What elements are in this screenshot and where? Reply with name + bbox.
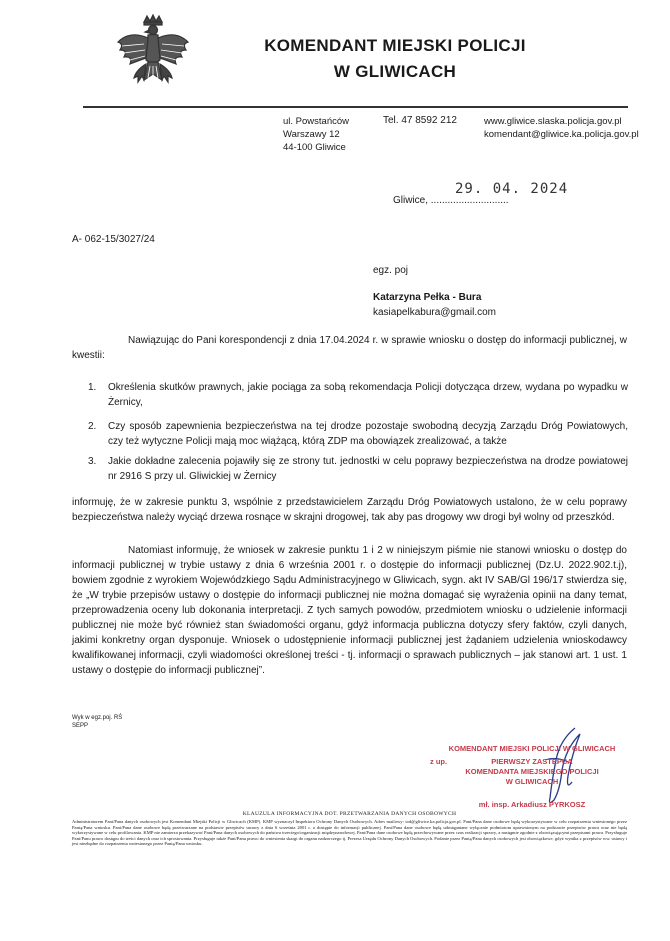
list-number: 3.: [88, 456, 97, 467]
list-number: 1.: [88, 382, 97, 393]
recipient-name: Katarzyna Pełka - Bura: [373, 292, 482, 303]
stamp-line: PIERWSZY ZASTĘPCA: [491, 757, 573, 766]
copy-note: egz. poj: [373, 265, 409, 276]
org-title-line1: KOMENDANT MIEJSKI POLICJI: [264, 36, 526, 55]
list-item: [88, 454, 628, 484]
body-paragraph: Natomiast informuję, że wniosek w zakresie punktu 1 i 2 w niniejszym piśmie nie stanowi wniosku o dostęp do informacji publicznej w trybie ustawy z dnia 6 września 2001 r. o dostępie do informacji publicznej (Dz.U. 2022.902.t.j), bowiem zgodnie z wyrokiem Wojewódzkiego Sądu Administracyjnego w Gliwicach, sygn. akt IV SAB/Gl 196/17 stwierdza się, że „W trybie przepisów ustawy o dostępie do informacji publicznej nie można domagać się wyrażenia opinii na dany temat, przeprowadzenia oceny lub dokonania interpretacji. Z tych samych powodów, przedmiotem wniosku o udzielenie informacji publicznej nie może być również stan świadomości organu, gdyż informacja publiczna dotyczy sfery faktów, czyli danych, jakimi konkretny organ dysponuje. Wniosek o udostępnienie informacji publicznej jest żądaniem udzielenia wnioskodawcy kwalifikowanej informacji, czyli wiadomości określonej treści - tj. informacji o sprawach publicznych – jak stanowi art. 1 ust. 1 ustawy o dostępie do informacji publicznej”.: [72, 545, 627, 676]
intro-paragraph: Nawiązując do Pani korespondencji z dnia 17.04.2024 r. w sprawie wniosku o dostęp do informacji publicznej, w kwestii:: [72, 335, 627, 361]
address-line: 44-100 Gliwice: [283, 142, 346, 153]
telephone: Tel. 47 8592 212: [383, 115, 457, 126]
privacy-clause-text: Administratorem Pani/Pana danych osobowych jest Komendant Miejski Policji w Gliwicach (KMP). KMP wyznaczył Inspektora Ochrony Danych Osobowych. Adres mailowy: iod@gliwice.ka.policja.gov.pl. Pani/Pana dane osobowe będą wykorzystywane w celu rozpatrzenia wniesionego przez Panią/Pana wniosku. Pani/Pana dane osobowe będą przetwarzane na podstawie przepisów ustawy z dnia 6 września 2001 r. o dostępie do informacji publicznej. Pani/Pana dane osobowe będą udostępniane wyłącznie podmiotom uprawnionym na podstawie przepisów prawa oraz nie będą wykorzystywane w celu profilowania. KMP nie zamierza przekazywać Pani/Pana danych osobowych do państwa trzeciego/organizacji międzynarodowej. Pani/Pana dane osobowe będą przechowywane przez czas realizacji sprawy, a następnie zgodnie z obowiązującymi przepisami prawa. Przysługuje Pani/Panu prawo dostępu do treści danych oraz ich sprostowania. Przysługuje także Pani/Panu prawo do wniesienia skargi do organu nadzorczego tj. Prezesa Urzędu Ochrony Danych Osobowych. Podanie przez Panią/Pana danych osobowych jest obowiązkowe, gdyż wynika z przepisów ww. ustawy i jest niezbędne do rozpatrzenia wniesionego przez Panią/Pana wniosku.: [72, 819, 627, 847]
email-link[interactable]: komendant@gliwice.ka.policja.gov.pl: [484, 129, 639, 140]
stamp-line: W GLIWICACH: [505, 777, 559, 786]
footer-note: [72, 714, 122, 730]
privacy-clause-title: KLAUZULA INFORMACYJNA DOT. PRZETWARZANIA DANYCH OSOBOWYCH: [242, 811, 457, 817]
footer-note-line: SEPP: [72, 723, 89, 729]
polish-eagle-emblem-icon: [108, 12, 198, 100]
website-link[interactable]: www.gliwice.slaska.policja.gov.pl: [484, 116, 622, 127]
list-item: [88, 380, 628, 410]
list-item: [88, 419, 628, 449]
list-number: 2.: [88, 421, 97, 432]
list-text: Jakie dokładne zalecenia pojawiły się ze strony tut. jednostki w celu poprawy bezpieczeństwa na drodze powiatowej nr 2916 S przy ul. Gliwickiej w Żernicy: [108, 456, 628, 482]
web-contact: [484, 115, 639, 141]
date-stamp: 29. 04. 2024: [455, 181, 569, 197]
header-divider: [83, 106, 628, 108]
list-text: Określenia skutków prawnych, jakie pociąga za sobą rekomendacja Policji dotycząca drzew, wydana po wypadku w Żernicy,: [108, 382, 628, 408]
address-line: Warszawy 12: [283, 129, 340, 140]
list-text: Czy sposób zapewnienia bezpieczeństwa na tej drodze pozostaje swobodną decyzją Zarządu Dróg Powiatowych, czy też wytyczne Policji mają moc wiążącą, którą ZDP ma obowiązek zrealizować, a także: [108, 421, 628, 447]
stamp-line: KOMENDANTA MIEJSKIEGO POLICJI: [465, 767, 599, 776]
stamp-line: KOMENDANT MIEJSKI POLICJI W GLIWICACH: [448, 744, 616, 753]
address-line: ul. Powstańców: [283, 116, 350, 127]
date-line: Gliwice, ............................: [393, 195, 509, 206]
document-reference: A- 062-15/3027/24: [72, 234, 155, 245]
stamp-signatory: mł. insp. Arkadiusz PYRKOSZ: [478, 800, 586, 809]
stamp-zup: z up.: [430, 757, 448, 766]
recipient-email: kasiapelkabura@gmail.com: [373, 307, 496, 318]
address-block: [283, 115, 349, 154]
footer-note-line: Wyk w egz.poj. RŚ: [72, 715, 123, 721]
body-paragraph: informuję, że w zakresie punktu 3, wspólnie z przedstawicielem Zarządu Dróg Powiatowych ustalono, że w celu poprawy bezpieczeństwa należy wyciąć drzewa rosnące w skrajni drogowej, tak aby pas drogowy ww drogi był wolny od przeszkód.: [72, 497, 627, 523]
org-title-line2: W GLIWICACH: [333, 62, 457, 81]
